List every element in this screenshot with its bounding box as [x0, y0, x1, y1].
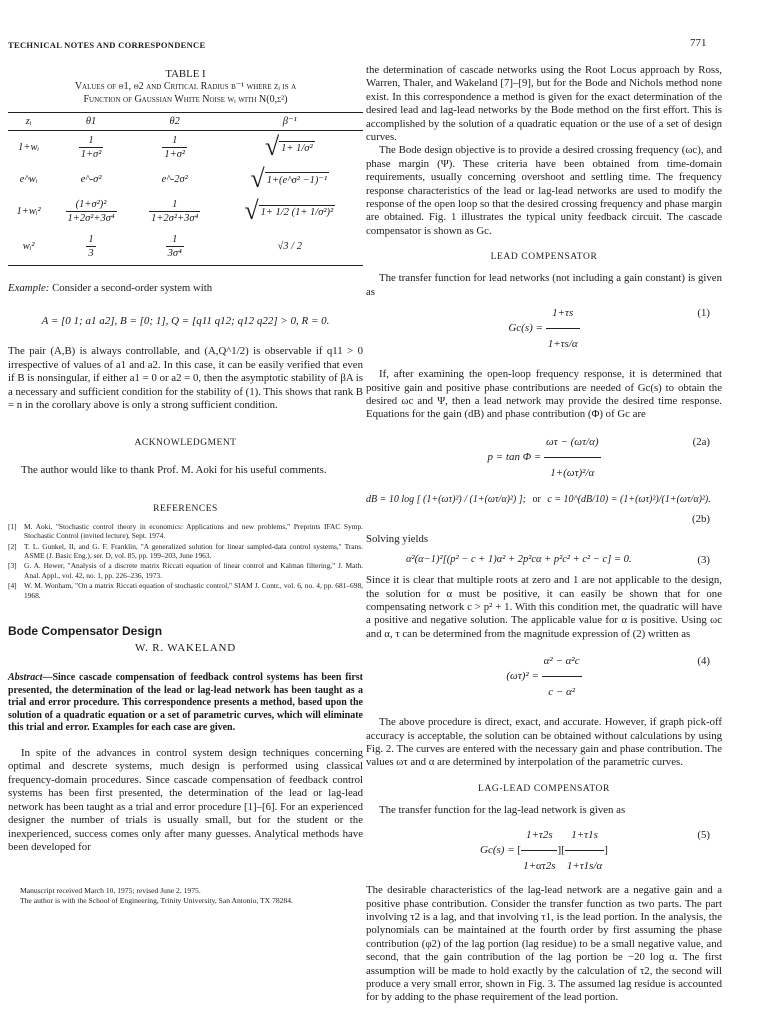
table-caption-line2: Function of Gaussian White Noise wᵢ with N(0,σ²)	[83, 93, 288, 105]
lag-lead-intro: The transfer function for the lag-lead network is given as	[379, 803, 626, 816]
cell-theta1: $\frac{\text{(1+σ²)²}}{\text{1+2σ²+3σ⁴}}$	[67, 198, 115, 224]
reference-item: [2] T. L. Gunkel, II, and G. F. Franklin, "A generalized solution for linear sampled-data control systems," Trans. ASME (J. Basic Eng.), ser. D, vol. 85, pp. 199–203, June 1963.	[8, 541, 363, 561]
abstract-label: Abstract	[8, 672, 43, 684]
example-text: Consider a second-order system with	[52, 282, 213, 294]
gain-phase-paragraph: If, after examining the open-loop frequency response, it is determined that positive gain and positive phase contributions are needed of Gc(s) to obtain the desired ωc and Ψ, then a lead network may provide the desired time response. Equations for the gain (dB) and phase contribution (Φ) of Gc are	[366, 368, 722, 421]
cell-theta2: e^-2σ²	[161, 173, 188, 185]
cell-theta2: $\frac{1}{\text{1+2σ²+3σ⁴}}$	[151, 198, 199, 224]
equation-3: α²(α−1)²[(p² − c + 1)α² + 2p²cα + p²c² + c² − c] = 0. (3)	[366, 546, 722, 574]
article-author: W. R. WAKELAND	[134, 642, 237, 655]
lag-lead-heading: LAG-LEAD COMPENSATOR	[478, 783, 610, 794]
page-number: 771	[690, 37, 707, 49]
article-title: Bode Compensator Design	[8, 624, 163, 639]
equation-2a-tag: (2a)	[692, 435, 710, 448]
design-objective-paragraph: The Bode design objective is to provide a desired crossing frequency (ωc), and phase margin (Ψ). These criteria have been obtained from time-domain requirements, usually concerning overshoot and settling time. The frequency response characteristics of the lead or lag-lead networks are used to modify the response of the open loop so that the desired crossing frequency and phase margin are obtained. Fig. 1 illustrates the typical unity feedback circuit. The cascade compensator is shown as Gc.	[366, 144, 722, 237]
equation-2b-tag: (2b)	[692, 512, 710, 525]
footnote-received: Manuscript received March 10, 1975; revised June 2, 1975.	[20, 886, 201, 896]
cell-theta2: $\frac{1}{\text{1+σ²}}$	[164, 134, 186, 160]
table-row	[8, 227, 363, 266]
equation-3-tag: (3)	[697, 554, 710, 567]
equation-4: (ωτ)² = $\frac{\text{α² − α²c}}{\text{c − α²}}$ (4)	[366, 647, 722, 706]
cell-theta1: $\frac{1}{3}$	[49, 227, 133, 266]
cell-z: e^wᵢ	[19, 173, 38, 185]
graph-pickoff-paragraph: The above procedure is direct, exact, and accurate. However, if graph pick-off accuracy is acceptable, the solution can be obtained without calculations by using Fig. 2. The curves are entered with the necessary gain and phase contribution. The values ωτ and α are determined by interpolation of the parametric curves.	[366, 716, 722, 769]
sqrt-sign: √	[244, 196, 259, 225]
rootlocus-paragraph: the determination of cascade networks using the Root Locus approach by Ross, Warren, Thaler, and Wakeland [7]–[9], but for the Bode and Nichols method none exist. In this correspondence a method is given for the exact determination of the desired lead and lag-lead networks by the Bode method on the first effort. This is accomplished by the solution of a quadratic equation or the use of a set of design curves.	[366, 64, 722, 144]
example-equation: A = [0 1; a1 a2], B = [0; 1], Q = [q11 q12; q12 q22] > 0, R = 0.	[41, 315, 330, 328]
lag-lead-paragraph: The desirable characteristics of the lag-lead network are a negative gain and a positive phase contribution. Consider the transfer function as two parts. The part involving τ2 is a lag, and that involving τ1, is the lead portion. In the analysis, the polynomials can be maintained at the fourth order by first assuming the phase contribution (φ2) of the lag portion (lag residue) to be a small negative value, and second, that the gain contribution of the lag portion be −20 log α. The first assumption will be made to hold exactly by the calculation of τ2, the second will produce a very small error, shown in Fig. 3. The assumed lag residue is accounted for by adding to the phase requirement of the lead portion.	[366, 884, 722, 1004]
cell-beta: √ 1+ 1/σ²	[264, 132, 313, 161]
solving-yields: Solving yields	[366, 532, 429, 545]
left-column	[8, 64, 363, 905]
equation-4-tag: (4)	[697, 655, 710, 668]
reference-item: [1] M. Aoki, "Stochastic control theory in economics: Applications and new problems," Preprints IFAC Symp. Stochastic Control (invited lecture), Sept. 1974.	[8, 521, 363, 541]
header-z: zᵢ	[8, 113, 49, 131]
equation-5: Gc(s) = [ $\frac{1+\tau 2s}{1+\alpha\tau 2s}$ ][ $\frac{1+\tau 1s}{1+\tau 1s/\alpha}$ ] (5)	[366, 821, 722, 880]
table-row	[8, 131, 363, 164]
journal-header: TECHNICAL NOTES AND CORRESPONDENCE	[8, 40, 206, 50]
table-row	[8, 163, 363, 195]
table-title: TABLE I	[165, 68, 206, 80]
cell-theta1: e^-σ²	[80, 173, 102, 185]
cell-theta1: $\frac{1}{\text{1+σ²}}$	[80, 134, 102, 160]
cell-z: 1+wᵢ	[18, 141, 40, 153]
lead-compensator-heading: LEAD COMPENSATOR	[490, 252, 598, 263]
cell-z: wᵢ²	[8, 227, 49, 266]
controllability-paragraph: The pair (A,B) is always controllable, and (A,Q^1/2) is observable if q11 > 0 irrespective of values of a1 and a2. In this case, it can be easily verified that even if B is nonsingular, if either a1 = 0 or a2 = 0, then the asymptotic stability of βA is a necessary and sufficient condition for the stability of (1). This shows that rank B = n in the corollary above is only a strong sufficient condition.	[8, 345, 363, 412]
reference-item: [4] W. M. Wonham, "On a matrix Riccati equation of stochastic control," SIAM J. Contr., vol. 6, no. 4, pp. 681–698, 1968.	[8, 580, 363, 600]
equation-1: Gc(s) = $\frac{1+\tau s}{1+\tau s/\alpha}$ (1)	[366, 299, 722, 358]
cell-beta: √3 / 2	[217, 227, 363, 266]
references-heading: REFERENCES	[153, 503, 218, 514]
table-caption-line1: Values of θ1, θ2 and Critical Radius β⁻¹ where zᵢ is a	[74, 81, 297, 92]
cell-beta: √ 1+ 1/2 (1+ 1/σ²)²	[244, 196, 334, 225]
example-label: Example:	[8, 282, 50, 294]
acknowledgment-text: The author would like to thank Prof. M. Aoki for his useful comments.	[21, 464, 327, 477]
values-table	[8, 112, 363, 266]
right-column	[366, 64, 722, 1005]
equation-5-tag: (5)	[697, 829, 710, 842]
table-header-row	[8, 113, 363, 131]
table-row	[8, 195, 363, 227]
header-theta2: θ2	[133, 113, 217, 131]
reference-list	[8, 522, 363, 600]
equation-2b: dB = 10 log [ (1+(ωτ)²) / (1+(ωτ/α)²) ]; or c = 10^(dB/10) = (1+(ωτ)²)/(1+(ωτ/α)²).	[366, 493, 711, 505]
header-theta1: θ1	[49, 113, 133, 131]
equation-2a: p = tan Φ = $\frac{\omega\tau - (\omega\tau/\alpha)}{\text{1+(ωτ)²/α}}$ (2a)	[366, 428, 722, 487]
sqrt-sign: √	[264, 132, 280, 161]
multiple-roots-paragraph: Since it is clear that multiple roots at zero and 1 are not applicable to the design, the solution for α must be positive, it can easily be shown that for one compensating network c > p² + 1. With this condition met, the quadratic will have a positive and negative solution. The applicable value for α is positive. Using ωc and α, τ can be determined from the magnitude expression of (2) written as	[366, 574, 722, 640]
abstract-text: —Since cascade compensation of feedback control systems has been first presented, the determination of the lead or lag-lead network has been taught as a trial and error procedure. This correspondence presents a method, based upon the solution of a quadratic equation or a set of parametric curves, which will eliminate this trial and error. Examples for each case are given.	[8, 672, 363, 734]
intro-paragraph: In spite of the advances in control system design techniques concerning optimal and descrete systems, much design is performed using classical frequency-domain procedures. Since cascade compensation of feedback control systems has been first presented, the determination of the lead or lag-lead network has been taught as a trial and error procedure [1]–[6]. For an experienced designer the number of trials is usually small, but for the student or the inexperienced, success comes only after many guesses. Analytical methods have been developed for	[8, 747, 363, 853]
sqrt-sign: √	[250, 164, 265, 193]
lead-intro: The transfer function for lead networks (not including a gain constant) is given as	[366, 272, 722, 298]
footnote-affiliation: The author is with the School of Engineering, Trinity University, San Antonio, TX 78284.	[20, 895, 293, 905]
acknowledgment-heading: ACKNOWLEDGMENT	[134, 438, 237, 449]
reference-item: [3] G. A. Hewer, "Analysis of a discrete matrix Riccati equation of linear control and Kalman filtering," J. Math. Anal. Appl., vol. 42, no. 1, pp. 226–236, 1973.	[8, 561, 363, 580]
abstract	[8, 672, 363, 735]
header-beta: β⁻¹	[217, 113, 363, 131]
cell-z: 1+wᵢ²	[16, 205, 41, 217]
cell-beta: √ 1+(e^σ² −1)⁻¹	[250, 164, 328, 193]
example-paragraph	[8, 282, 363, 295]
cell-theta2: $\frac{1}{\text{3σ⁴}}$	[133, 227, 217, 266]
equation-1-tag: (1)	[697, 307, 710, 320]
